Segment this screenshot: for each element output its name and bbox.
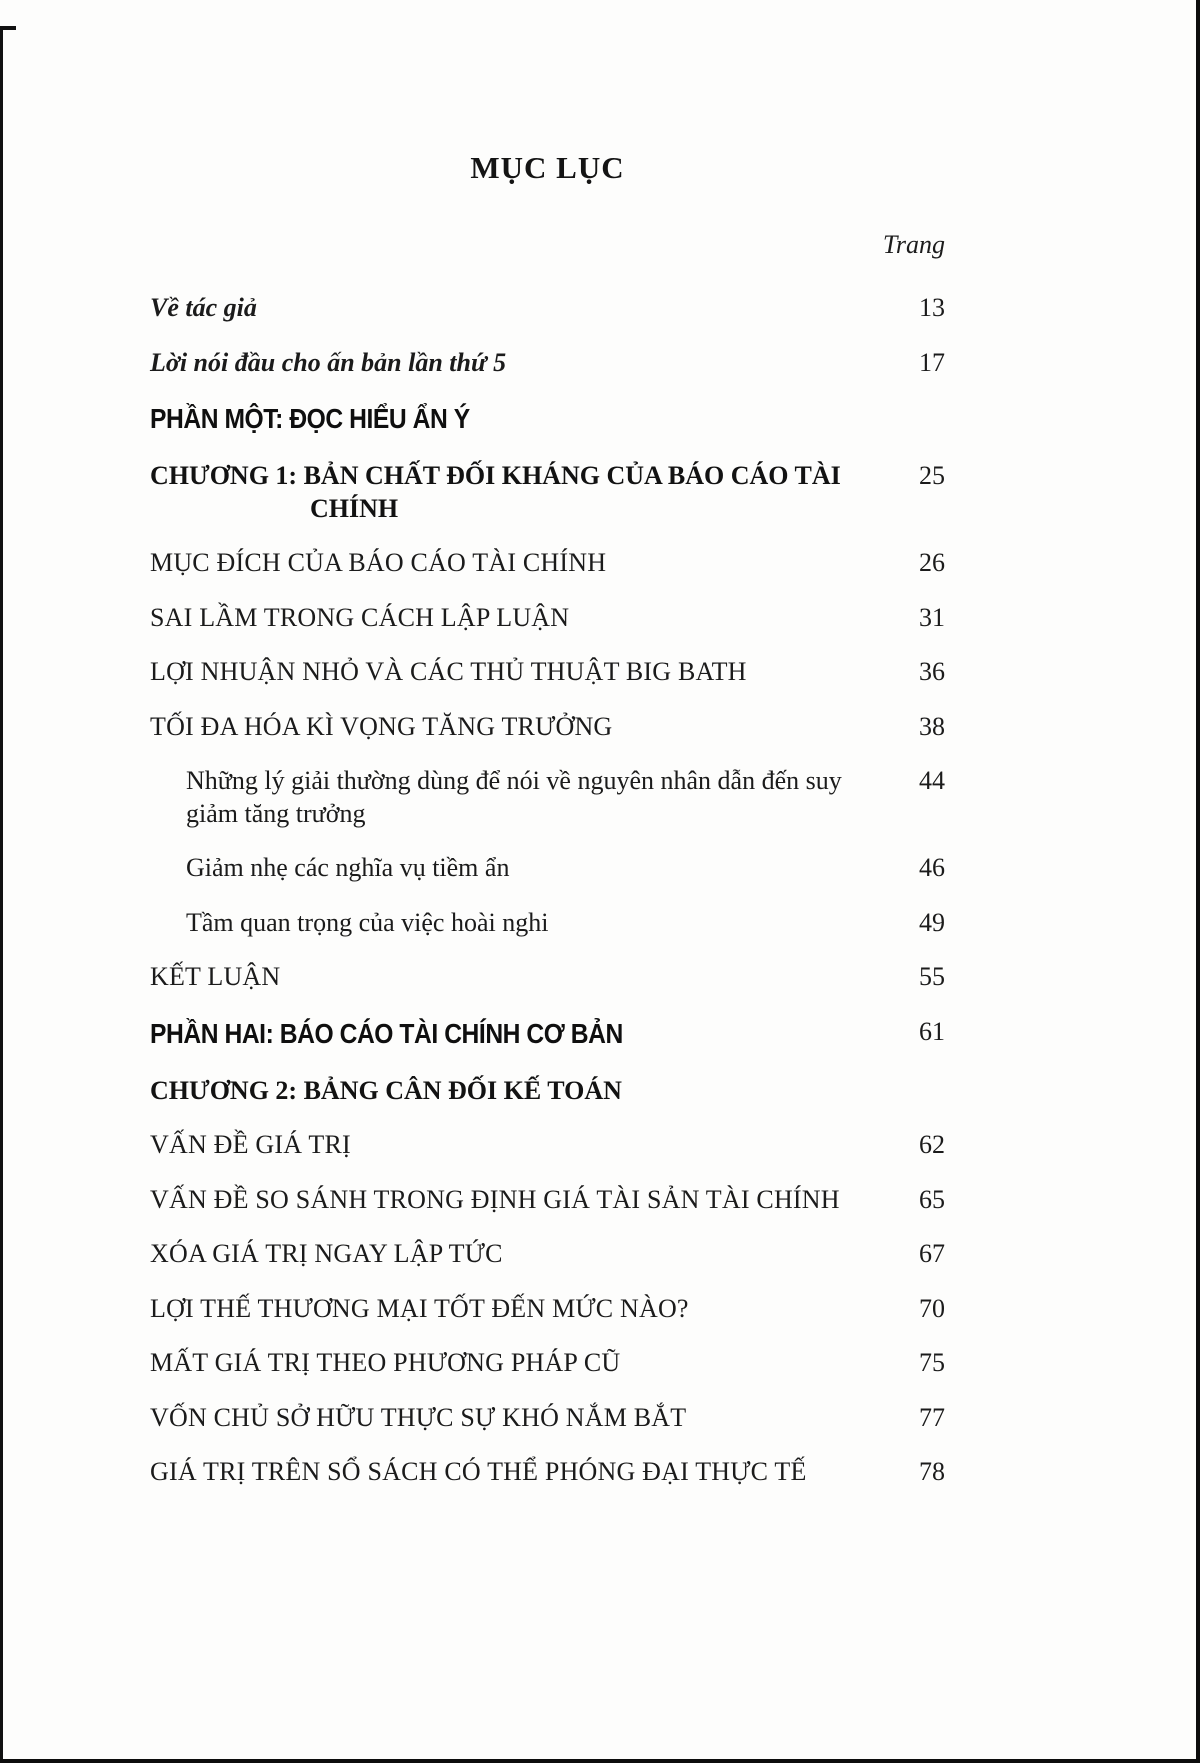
toc-entry-label: MỤC ĐÍCH CỦA BÁO CÁO TÀI CHÍNH <box>150 548 607 577</box>
toc-row <box>150 547 945 580</box>
toc-entry-label: CHƯƠNG 2: BẢNG CÂN ĐỐI KẾ TOÁN <box>150 1075 622 1105</box>
toc-entry-page: 44 <box>919 766 945 795</box>
page-edge-bottom <box>0 1759 1200 1763</box>
toc-entry-page: 70 <box>919 1293 945 1323</box>
toc-entry-page: 65 <box>919 1184 945 1214</box>
toc-entry-page: 17 <box>919 347 945 377</box>
toc-row <box>150 1293 945 1326</box>
toc-entry-page: 25 <box>919 461 945 490</box>
page-content <box>150 0 945 1511</box>
page-title: MỤC LỤC <box>470 150 625 185</box>
toc-row <box>150 602 945 635</box>
toc-list <box>150 292 945 1489</box>
toc-entry-label: XÓA GIÁ TRỊ NGAY LẬP TỨC <box>150 1239 503 1268</box>
page-column-header: Trang <box>882 230 945 259</box>
toc-row <box>150 1402 945 1435</box>
toc-entry-label: Giảm nhẹ các nghĩa vụ tiềm ẩn <box>186 853 510 882</box>
toc-entry-page: 13 <box>919 293 945 322</box>
toc-row <box>150 907 945 940</box>
toc-entry-page: 77 <box>919 1402 945 1432</box>
toc-entry-page: 78 <box>919 1457 945 1486</box>
toc-entry-label: LỢI NHUẬN NHỎ VÀ CÁC THỦ THUẬT BIG BATH <box>150 657 747 686</box>
toc-entry-label: GIÁ TRỊ TRÊN SỔ SÁCH CÓ THỂ PHÓNG ĐẠI THỰC TẾ <box>150 1457 807 1486</box>
toc-row <box>150 347 945 380</box>
toc-entry-label: VẤN ĐỀ SO SÁNH TRONG ĐỊNH GIÁ TÀI SẢN TÀI CHÍNH <box>150 1184 840 1214</box>
toc-row <box>150 1347 945 1380</box>
toc-entry-page: 61 <box>919 1016 945 1046</box>
toc-entry-page: 36 <box>919 657 945 686</box>
toc-row <box>150 656 945 689</box>
toc-row <box>150 711 945 744</box>
toc-entry-page: 26 <box>919 548 945 577</box>
toc-entry-label: VẤN ĐỀ GIÁ TRỊ <box>150 1130 351 1159</box>
toc-row <box>150 401 945 436</box>
toc-entry-label: TỐI ĐA HÓA KÌ VỌNG TĂNG TRƯỞNG <box>150 711 613 741</box>
toc-entry-label: Lời nói đầu cho ấn bản lần thứ 5 <box>150 347 507 377</box>
toc-entry-page: 67 <box>919 1239 945 1268</box>
page-edge-left-notch <box>0 26 16 30</box>
toc-entry-label: SAI LẦM TRONG CÁCH LẬP LUẬN <box>150 602 570 632</box>
toc-row <box>150 852 945 885</box>
page-edge-right <box>1196 0 1200 1763</box>
toc-entry-page: 62 <box>919 1130 945 1159</box>
toc-entry-label: Về tác giả <box>150 293 257 322</box>
toc-row <box>150 961 945 994</box>
toc-row <box>150 1184 945 1217</box>
toc-row <box>150 1129 945 1162</box>
toc-entry-label: Tầm quan trọng của việc hoài nghi <box>186 907 549 937</box>
toc-entry-label: MẤT GIÁ TRỊ THEO PHƯƠNG PHÁP CŨ <box>150 1348 621 1377</box>
toc-row <box>150 1238 945 1271</box>
toc-row <box>150 292 945 325</box>
toc-entry-page: 75 <box>919 1348 945 1377</box>
toc-row <box>150 1016 945 1051</box>
toc-entry-label: PHẦN MỘT: ĐỌC HIỂU ẨN Ý <box>150 403 470 434</box>
toc-row <box>150 460 945 525</box>
toc-entry-label: VỐN CHỦ SỞ HỮU THỰC SỰ KHÓ NẮM BẮT <box>150 1402 687 1432</box>
toc-entry-label: Những lý giải thường dùng để nói về nguyên nhân dẫn đến suy giảm tăng trưởng <box>186 766 842 828</box>
toc-entry-label: PHẦN HAI: BÁO CÁO TÀI CHÍNH CƠ BẢN <box>150 1017 623 1049</box>
page-edge-left <box>0 28 3 1763</box>
toc-row <box>150 1075 945 1108</box>
toc-row <box>150 765 945 830</box>
toc-entry-label: CHƯƠNG 1: BẢN CHẤT ĐỐI KHÁNG CỦA BÁO CÁO TÀI CHÍNH <box>150 461 841 523</box>
toc-entry-page: 46 <box>919 853 945 882</box>
toc-entry-label: LỢI THẾ THƯƠNG MẠI TỐT ĐẾN MỨC NÀO? <box>150 1293 689 1323</box>
toc-row <box>150 1456 945 1489</box>
toc-entry-page: 31 <box>919 602 945 632</box>
toc-entry-page: 49 <box>919 907 945 937</box>
toc-entry-label: KẾT LUẬN <box>150 962 281 991</box>
toc-entry-page: 38 <box>919 711 945 741</box>
toc-entry-page: 55 <box>919 962 945 991</box>
